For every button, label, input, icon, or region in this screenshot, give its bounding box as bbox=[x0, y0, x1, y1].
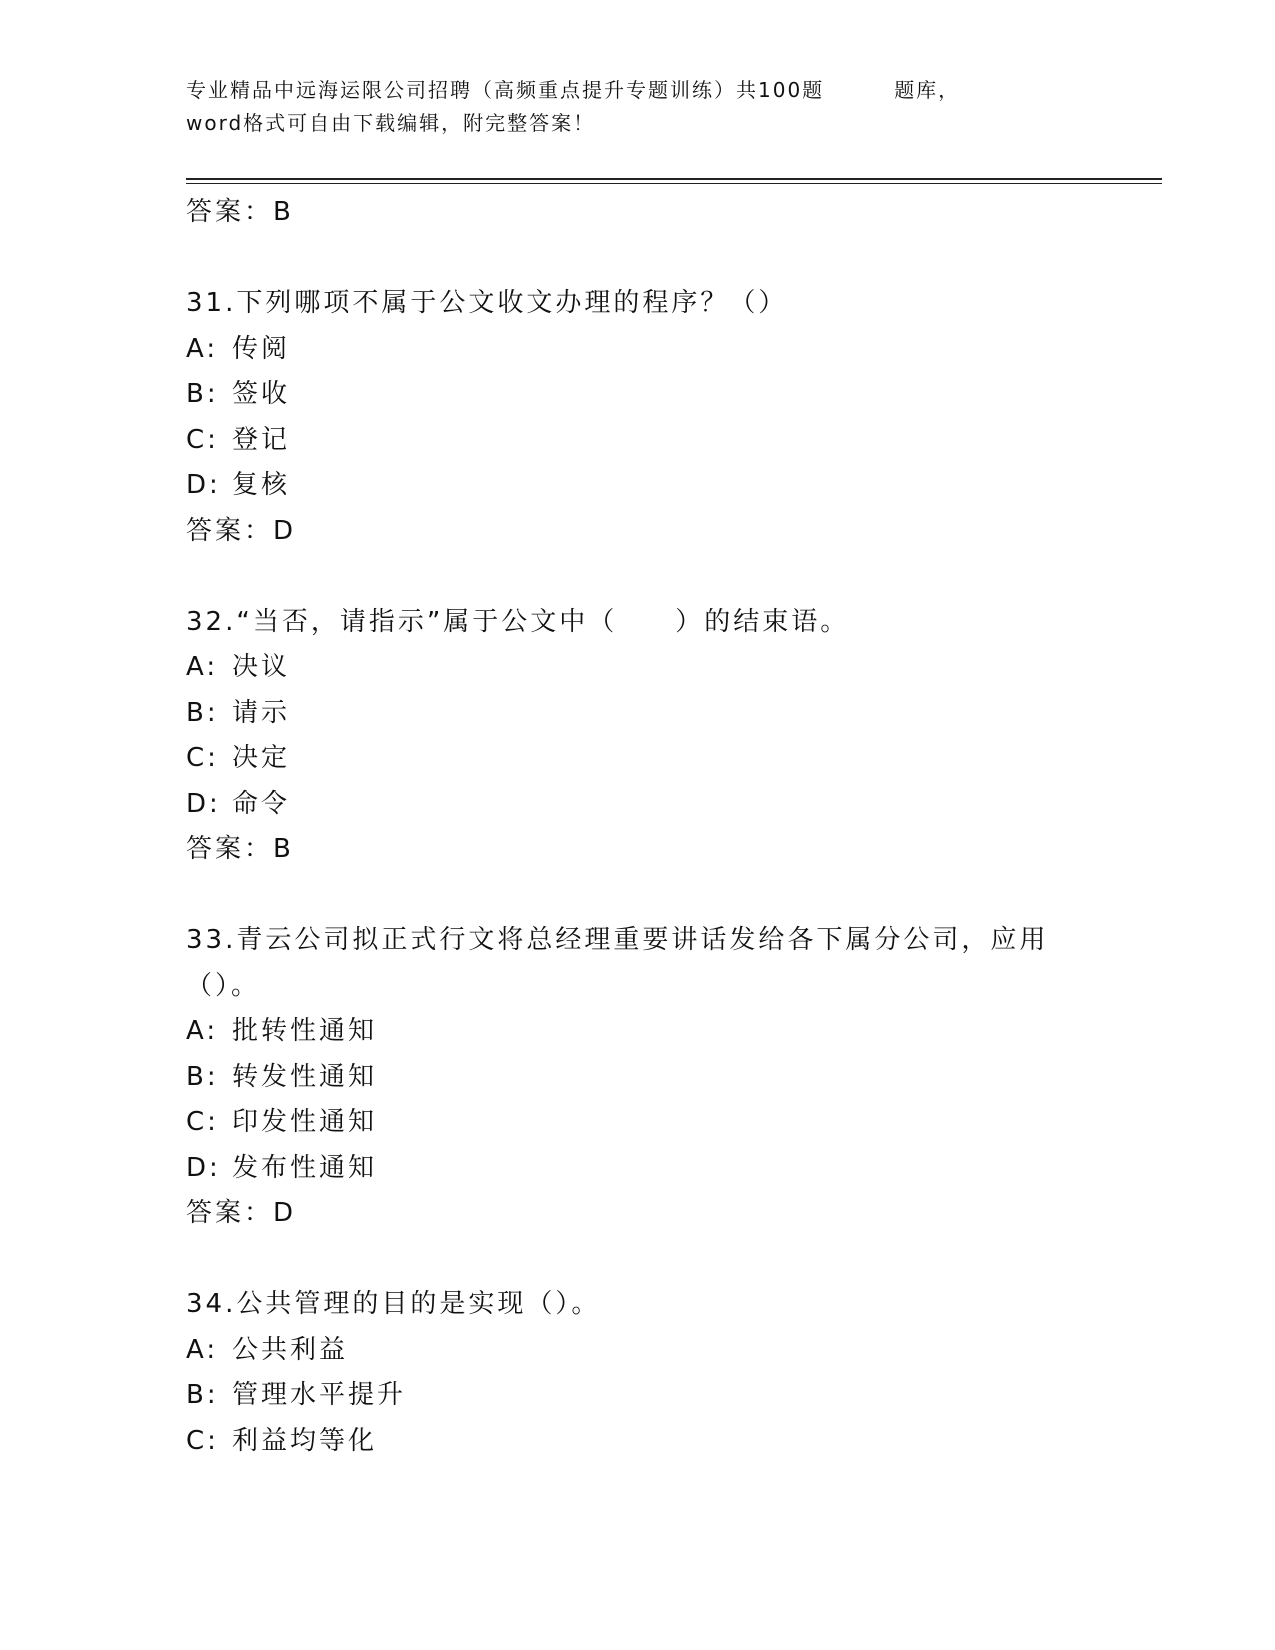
answer-line: 答案：D bbox=[186, 1198, 297, 1228]
option-c: C: 决定 bbox=[186, 743, 291, 773]
option-c: C: 印发性通知 bbox=[186, 1107, 378, 1137]
answer-line: 答案：D bbox=[186, 515, 297, 546]
option-d: D: 命令 bbox=[186, 788, 291, 819]
option-a: A: 批转性通知 bbox=[186, 1016, 378, 1046]
header-divider-thick bbox=[186, 178, 1162, 180]
option-b: B: 转发性通知 bbox=[186, 1061, 378, 1092]
question-list bbox=[186, 190, 1106, 1464]
question-text: 33.青云公司拟正式行文将总经理重要讲话发给各下属分公司，应用（）。 bbox=[186, 925, 1049, 1001]
question-32 bbox=[186, 600, 1106, 873]
header-line-2: word格式可自由下载编辑，附完整答案！ bbox=[186, 111, 596, 135]
question-text: 31.下列哪项不属于公文收文办理的程序？（） bbox=[186, 288, 788, 318]
option-a: A: 公共利益 bbox=[186, 1334, 349, 1365]
header-line-1 bbox=[186, 74, 1166, 107]
question-text: 34.公共管理的目的是实现（）。 bbox=[186, 1289, 601, 1319]
option-a: A: 传阅 bbox=[186, 333, 291, 364]
option-b: B: 管理水平提升 bbox=[186, 1380, 407, 1410]
question-33 bbox=[186, 918, 1106, 1237]
option-a: A: 决议 bbox=[186, 652, 291, 682]
header-title-suffix: 题库， bbox=[894, 78, 961, 102]
header-divider-thin bbox=[186, 183, 1162, 184]
answer-line: 答案：B bbox=[186, 197, 294, 227]
option-c: C: 登记 bbox=[186, 424, 291, 455]
question-text: 32.“当否，请指示”属于公文中（ ）的结束语。 bbox=[186, 606, 850, 637]
option-d: D: 发布性通知 bbox=[186, 1152, 378, 1183]
option-b: B: 签收 bbox=[186, 379, 291, 409]
question-34 bbox=[186, 1282, 1106, 1464]
option-d: D: 复核 bbox=[186, 470, 291, 500]
option-b: B: 请示 bbox=[186, 697, 291, 728]
answer-line: 答案：B bbox=[186, 834, 294, 864]
option-c: C: 利益均等化 bbox=[186, 1425, 378, 1456]
document-header bbox=[186, 74, 1166, 140]
header-title: 专业精品中远海运限公司招聘（高频重点提升专题训练）共100题 bbox=[186, 78, 825, 102]
question-31 bbox=[186, 281, 1106, 554]
